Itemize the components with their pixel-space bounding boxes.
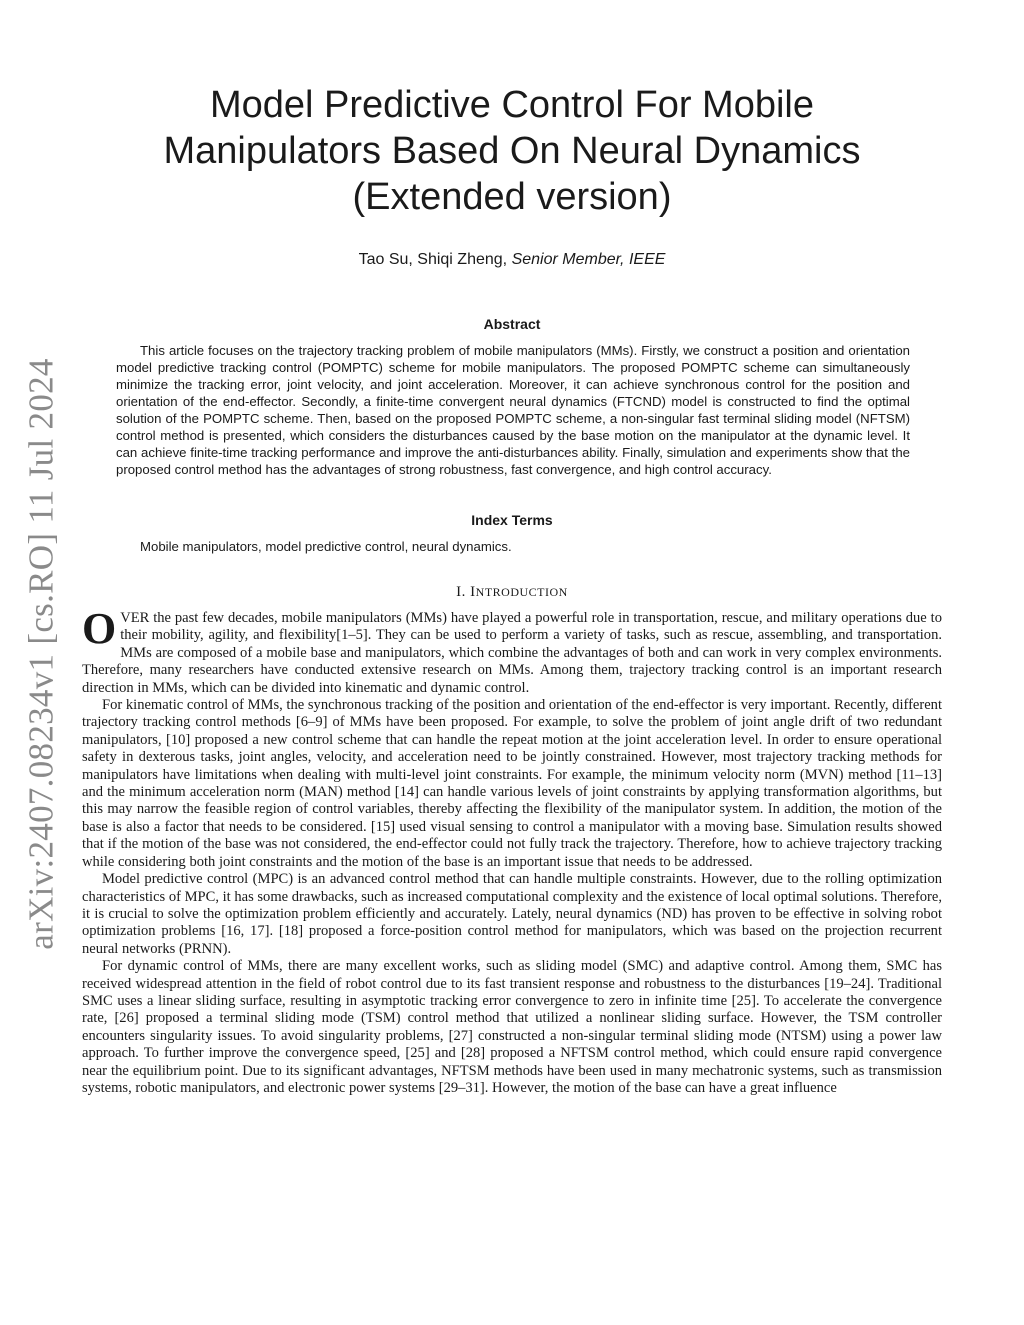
author-names: Tao Su, Shiqi Zheng,: [358, 251, 512, 268]
introduction-heading-rest: NTRODUCTION: [475, 585, 568, 599]
introduction-numeral: I. I: [456, 584, 476, 600]
introduction-body: [82, 604, 942, 1097]
author-line: [100, 251, 924, 269]
arxiv-identifier-text: arXiv:2407.08234v1 [cs.RO] 11 Jul 2024: [22, 358, 62, 950]
title-line-2: Manipulators Based On Neural Dynamics: [163, 130, 861, 172]
index-terms-text: Mobile manipulators, model predictive control, neural dynamics.: [140, 539, 512, 554]
index-terms-heading: Index Terms: [471, 512, 553, 528]
paper-title: [100, 82, 924, 220]
paragraph-4: For dynamic control of MMs, there are many excellent works, such as sliding model (SMC) and adaptive control. Among them, SMC has received widespread attention in the field of robot control due to its fast transient response and robustness to the disturbances [19–24]. Traditional SMC uses a linear sliding surface, resulting in asymptotic tracking error convergence to zero in infinite time [25]. To accelerate the convergence rate, [26] proposed a terminal sliding mode (TSM) control method that utilized a nonlinear sliding surface. However, the TSM controller encounters singularity issues. To avoid singularity problems, [27] constructed a non-singular terminal sliding mode (NTSM) using a power law approach. To further improve the convergence speed, [25] and [28] proposed a NFTSM control method, which could ensure rapid convergence near the equilibrium point. Due to its significant advantages, NFTSM methods have been used in many mechatronic systems, such as transmission systems, robotic manipulators, and electronic power systems [29–31]. However, the motion of the base can have a great influence: [82, 958, 942, 1096]
paragraph-1: [82, 604, 942, 697]
paragraph-3: Model predictive control (MPC) is an advanced control method that can handle multiple constraints. However, due to the rolling optimization characteristics of MPC, it has some drawbacks, such as increased computational complexity and the existence of local optimal solutions. Therefore, it is crucial to solve the optimization problem efficiently and accurately. Lately, neural dynamics (ND) has proven to be effective in solving robot optimization problems [16, 17]. [18] proposed a force-position control method for manipulators, which was based on the projection recurrent neural networks (PRNN).: [82, 871, 942, 957]
drop-cap: O: [82, 604, 117, 653]
title-line-3: (Extended version): [352, 176, 672, 218]
title-line-1: Model Predictive Control For Mobile: [209, 84, 814, 126]
paragraph-2: For kinematic control of MMs, the synchronous tracking of the position and orientation of the end-effector is very important. Recently, different trajectory tracking control methods [6–9] of MMs have been proposed. For example, to solve the problem of joint angle drift of two redundant manipulators, [10] proposed a new control scheme that can handle the repeat motion at the joint acceleration level. In order to ensure operational safety in dexterous tasks, joint angles, velocity, and acceleration need to be jointly constrained. However, most trajectory tracking methods for manipulators have limitations when dealing with multi-level joint constraints. For example, the minimum velocity norm (MVN) method [11–13] and the minimum acceleration norm (MAN) method [14] can handle various levels of joint constraints by applying transformation algorithms, but this may narrow the feasible region of control variables, thereby affecting the flexibility of the manipulator system. In addition, the motion of the base is also a factor that needs to be considered. [15] used visual sensing to control a manipulator with a moving base. Simulation results showed that if the motion of the base was not considered, the end-effector could not fully track the trajectory. Therefore, how to achieve trajectory tracking while considering both joint constraints and the motion of the base is an important issue that needs to be addressed.: [82, 697, 942, 870]
abstract-heading: Abstract: [483, 316, 541, 332]
paragraph-1-text: VER the past few decades, mobile manipulators (MMs) have played a powerful role in transportation, rescue, and military operations due to their mobility, agility, and flexibility[1–5]. They can be used to perform a variety of tasks, such as rescue, assembling, and transportation. MMs are composed of a mobile base and manipulators, which combine the advantages of both and can work in very complex environments. Therefore, many researchers have conducted extensive research on MMs. Among them, trajectory tracking control is an important research direction in MMs, which can be divided into kinematic and dynamic control.: [82, 610, 942, 696]
introduction-heading: [100, 584, 924, 601]
author-affiliation: Senior Member, IEEE: [511, 251, 666, 268]
abstract-text: This article focuses on the trajectory tracking problem of mobile manipulators (MMs). Firstly, we construct a position and orientation model predictive tracking control (POMPTC) scheme for mobile manipulators. The proposed POMPTC scheme can simultaneously minimize the tracking error, joint velocity, and joint acceleration. Moreover, it can achieve synchronous control for the position and orientation of the end-effector. Secondly, a finite-time convergent neural dynamics (FTCND) model is constructed to find the optimal solution of the POMPTC scheme. Then, based on the proposed POMPTC scheme, a non-singular fast terminal sliding model (NFTSM) control method is presented, which considers the disturbances caused by the base motion on the manipulator at the dynamic level. It can achieve finite-time tracking performance and improve the anti-disturbances ability. Finally, simulation and experiments show that the proposed control method has the advantages of strong robustness, fast convergence, and high control accuracy.: [116, 343, 910, 477]
arxiv-identifier: [12, 358, 72, 950]
